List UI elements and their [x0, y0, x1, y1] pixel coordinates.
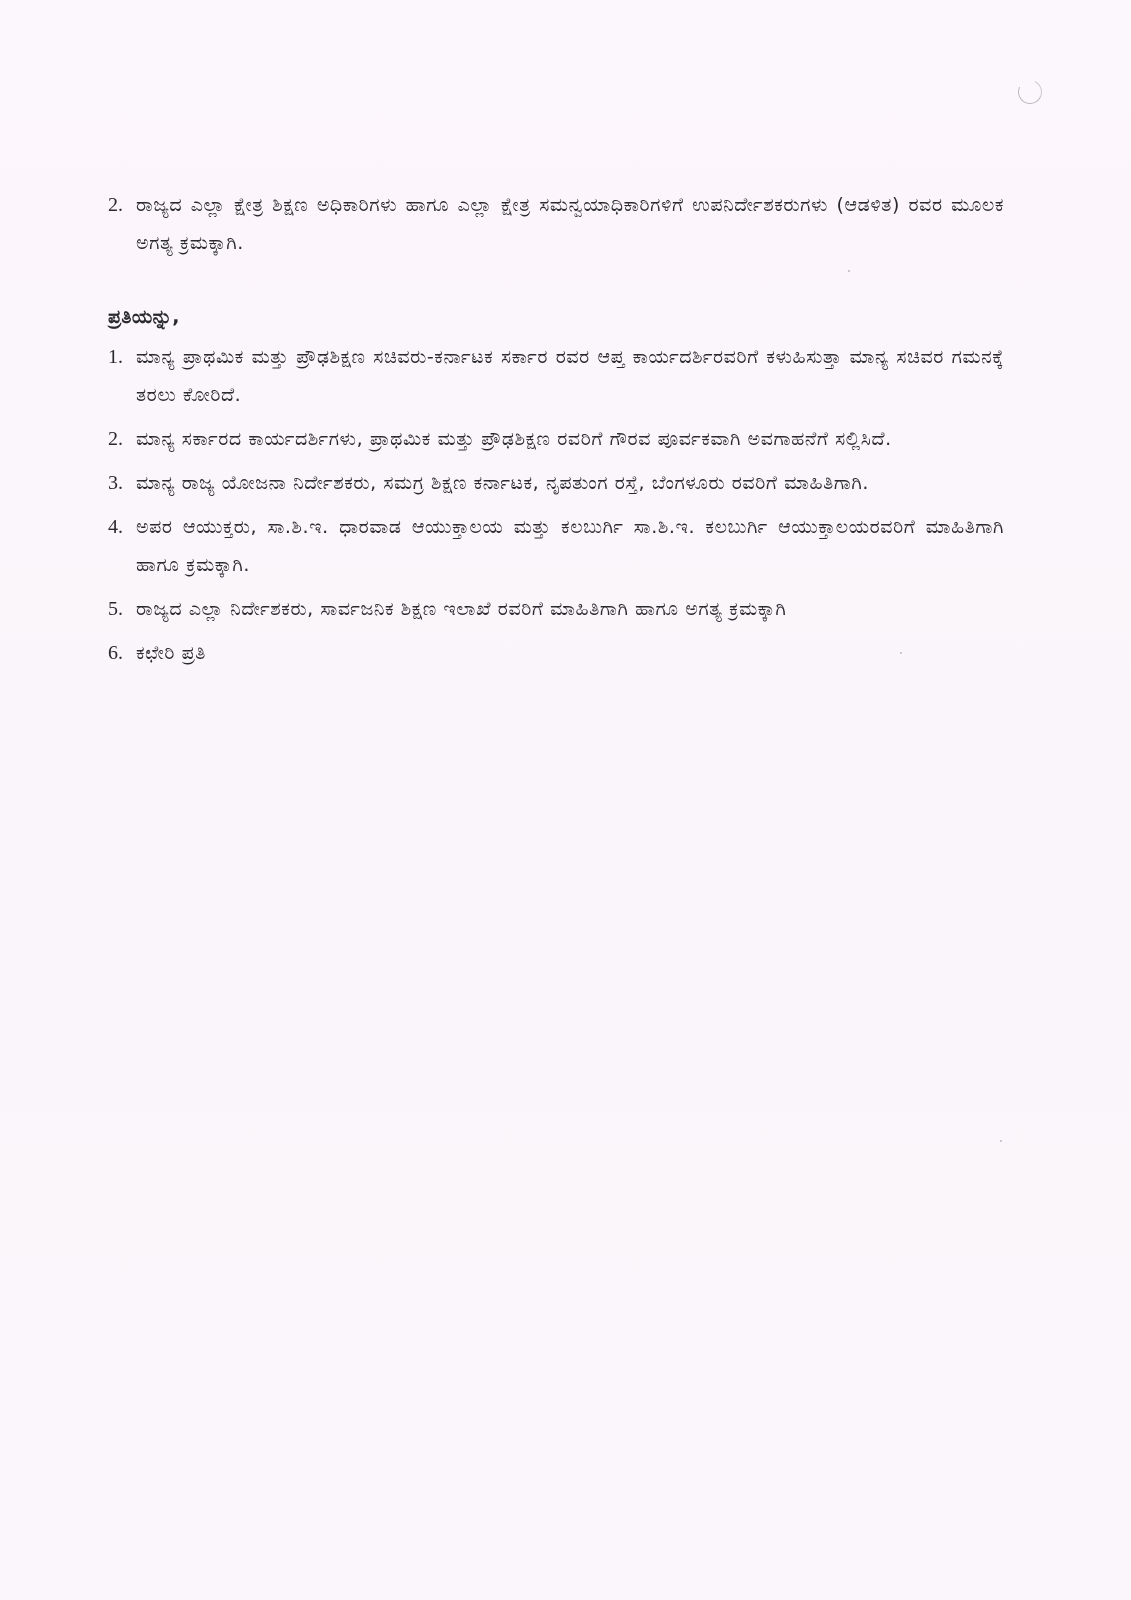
copy-item — [108, 508, 1004, 584]
item-text: ಮಾನ್ಯ ರಾಜ್ಯ ಯೋಜನಾ ನಿರ್ದೇಶಕರು, ಸಮಗ್ರ ಶಿಕ್ಷಣ ಕರ್ನಾಟಕ, ನೃಪತುಂಗ ರಸ್ತೆ, ಬೆಂಗಳೂರು ರವರಿಗೆ ಮಾಹಿತಿಗಾಗಿ. — [136, 472, 870, 494]
copy-item — [108, 634, 1004, 672]
copy-item — [108, 464, 1004, 502]
item-number: 2. — [108, 194, 123, 216]
item-number: 6. — [108, 642, 123, 664]
item-number: 1. — [108, 346, 123, 368]
item-number: 5. — [108, 598, 123, 620]
item-text: ಅಪರ ಆಯುಕ್ತರು, ಸಾ.ಶಿ.ಇ. ಧಾರವಾಡ ಆಯುಕ್ತಾಲಯ ಮತ್ತು ಕಲಬುರ್ಗಿ ಸಾ.ಶಿ.ಇ. ಕಲಬುರ್ಗಿ ಆಯುಕ್ತಾಲಯರವರಿಗೆ ಮಾಹಿತಿಗಾಗಿ ಹಾಗೂ ಕ್ರಮಕ್ಕಾಗಿ. — [136, 516, 1004, 576]
scan-speck — [1000, 1140, 1002, 1142]
item-text: ಮಾನ್ಯ ಸರ್ಕಾರದ ಕಾರ್ಯದರ್ಶಿಗಳು, ಪ್ರಾಥಮಿಕ ಮತ್ತು ಪ್ರೌಢಶಿಕ್ಷಣ ರವರಿಗೆ ಗೌರವ ಪೂರ್ವಕವಾಗಿ ಅವಗಾಹನೆಗೆ ಸಲ್ಲಿಸಿದೆ. — [136, 428, 892, 450]
copy-item — [108, 420, 1004, 458]
distribution-item — [108, 186, 1004, 262]
punch-hole-mark — [1015, 77, 1046, 108]
item-text: ರಾಜ್ಯದ ಎಲ್ಲಾ ಕ್ಷೇತ್ರ ಶಿಕ್ಷಣ ಅಧಿಕಾರಿಗಳು ಹಾಗೂ ಎಲ್ಲಾ ಕ್ಷೇತ್ರ ಸಮನ್ವಯಾಧಿಕಾರಿಗಳಿಗೆ ಉಪನಿರ್ದೇಶಕರುಗಳು (ಆಡಳಿತ) ರವರ ಮೂಲಕ ಅಗತ್ಯ ಕ್ರಮಕ್ಕಾಗಿ. — [136, 194, 1004, 254]
copy-to-heading: ಪ್ರತಿಯನ್ನು, — [108, 306, 180, 328]
item-number: 4. — [108, 516, 123, 538]
copy-item — [108, 590, 1004, 628]
item-text: ಕಛೇರಿ ಪ್ರತಿ — [136, 642, 206, 664]
copy-item — [108, 338, 1004, 414]
item-text: ರಾಜ್ಯದ ಎಲ್ಲಾ ನಿರ್ದೇಶಕರು, ಸಾರ್ವಜನಿಕ ಶಿಕ್ಷಣ ಇಲಾಖೆ ರವರಿಗೆ ಮಾಹಿತಿಗಾಗಿ ಹಾಗೂ ಅಗತ್ಯ ಕ್ರಮಕ್ಕಾಗಿ — [136, 598, 787, 620]
item-number: 3. — [108, 472, 123, 494]
item-number: 2. — [108, 428, 123, 450]
document-body — [108, 186, 1004, 678]
item-text: ಮಾನ್ಯ ಪ್ರಾಥಮಿಕ ಮತ್ತು ಪ್ರೌಢಶಿಕ್ಷಣ ಸಚಿವರು-ಕರ್ನಾಟಕ ಸರ್ಕಾರ ರವರ ಆಪ್ತ ಕಾರ್ಯದರ್ಶಿರವರಿಗೆ ಕಳುಹಿಸುತ್ತಾ ಮಾನ್ಯ ಸಚಿವರ ಗಮನಕ್ಕೆ ತರಲು ಕೋರಿದೆ. — [136, 346, 1004, 406]
